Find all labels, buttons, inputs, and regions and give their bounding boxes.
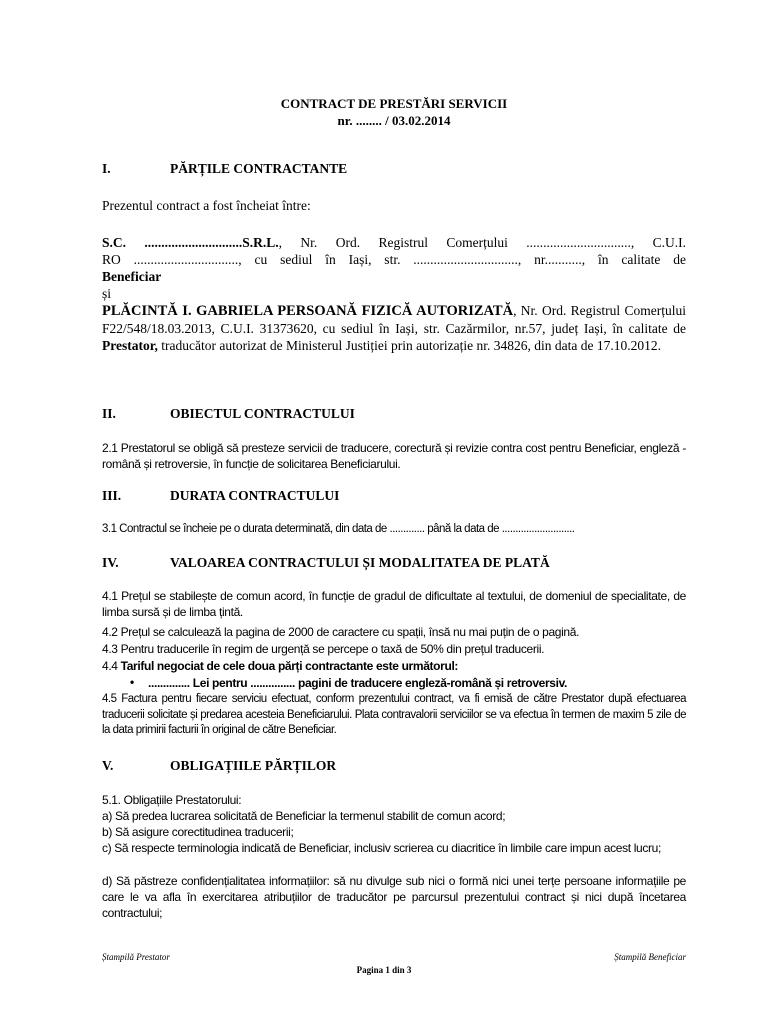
parties-intro: Prezentul contract a fost încheiat între: bbox=[102, 198, 311, 213]
conjunction-and: și bbox=[102, 286, 112, 301]
section-title: DURATA CONTRACTULUI bbox=[170, 488, 340, 503]
section-number: II. bbox=[102, 406, 116, 421]
beneficiar-company: S.C. .............................S.R.L. bbox=[102, 235, 279, 250]
section-title: VALOAREA CONTRACTULUI ȘI MODALITATEA DE PLATĂ bbox=[170, 555, 550, 570]
obligation-c: c) Să respecte terminologia indicată de Beneficiar, inclusiv scrierea cu diacritice în limbile care impun acest lucru; bbox=[102, 841, 661, 855]
section-3-heading bbox=[102, 488, 686, 504]
contract-title: CONTRACT DE PRESTĂRI SERVICII bbox=[280, 96, 508, 111]
clause-4-3: 4.3 Pentru traducerile în regim de urgență se percepe o taxă de 50% din prețul traducerii. bbox=[102, 642, 545, 656]
section-title: OBIECTUL CONTRACTULUI bbox=[170, 406, 355, 421]
prestator-paragraph bbox=[102, 302, 686, 354]
beneficiar-line-1 bbox=[102, 234, 686, 251]
section-1-heading bbox=[102, 161, 686, 177]
prestator-name: PLĂCINTĂ I. GABRIELA PERSOANĂ FIZICĂ AUTORIZATĂ bbox=[102, 303, 514, 319]
section-number: III. bbox=[102, 488, 122, 503]
section-5-heading bbox=[102, 758, 686, 774]
clause-4-1: 4.1 Prețul se stabilește de comun acord, în funcție de gradul de dificultate al textului, de domeniul de specialitate, de limba sursă și de limba țintă. bbox=[102, 589, 686, 619]
bullet-marker: • bbox=[130, 675, 135, 689]
tariff-bullet-item: .............. Lei pentru ............... pagini de traducere engleză-română și retroversiv. bbox=[148, 676, 568, 690]
section-title: OBLIGAȚIILE PĂRȚILOR bbox=[170, 758, 337, 773]
section-number: V. bbox=[102, 758, 114, 773]
section-number: I. bbox=[102, 161, 111, 176]
clause-3-1: 3.1 Contractul se încheie pe o durata determinată, din data de ............. până la data de ........................... bbox=[102, 523, 575, 535]
clause-4-2: 4.2 Prețul se calculează la pagina de 2000 de caractere cu spații, însă nu mai puțin de o pagină. bbox=[102, 625, 580, 639]
section-number: IV. bbox=[102, 555, 119, 570]
prestator-role: Prestator, bbox=[102, 338, 158, 353]
prestator-details: , Nr. Ord. Registrul Comerțului F22/548/18.03.2013, C.U.I. 31373620, cu sediul în Iași, str. Cazărmilor, nr.57, județ Iași, în calitate de bbox=[102, 303, 686, 336]
section-4-heading bbox=[102, 555, 686, 571]
obligation-d: d) Să păstreze confidențialitatea informațiilor: să nu divulge sub nici o formă nici unei terțe persoane informațiile pe care le va afla în exercitarea atribuțiilor de traducător pe parcursul prezentului contract și nici după încetarea contractului; bbox=[102, 874, 686, 920]
beneficiar-registry: , Nr. Ord. Registrul Comerțului ..............................., C.U.I. bbox=[278, 235, 686, 250]
obligation-a: a) Să predea lucrarea solicitată de Beneficiar la termenul stabilit de comun acord; bbox=[102, 809, 506, 823]
clause-5-1: 5.1. Obligațiile Prestatorului: bbox=[102, 793, 242, 807]
prestator-authorization: traducător autorizat de Ministerul Justiției prin autorizație nr. 34826, din data de 17.10.2012. bbox=[157, 338, 661, 353]
page-number: Pagina 1 din 3 bbox=[356, 965, 412, 975]
beneficiar-line-2: RO ..............................., cu sediul în Iași, str. ..............................., nr..........., în calitate de bbox=[102, 252, 686, 267]
clause-4-5: 4.5 Factura pentru fiecare serviciu efectuat, conform prezentului contract, va fi emisă de către Prestator după efectuarea traducerii solicitate și predarea acesteia Beneficiarului. Plata contravalorii serviciilor se va efectua în termen de maxim 5 zile de la data primirii facturii în original de către Beneficiar. bbox=[102, 693, 686, 736]
contract-number: nr. ........ / 03.02.2014 bbox=[337, 113, 451, 128]
beneficiar-role: Beneficiar bbox=[102, 269, 162, 284]
clause-number: 4.4 bbox=[102, 659, 121, 673]
obligation-b: b) Să asigure corectitudinea traducerii; bbox=[102, 825, 294, 839]
footer-prestator-stamp: Ștampilă Prestator bbox=[102, 952, 170, 962]
footer-beneficiar-stamp: Ștampilă Beneficiar bbox=[614, 952, 686, 962]
section-2-heading bbox=[102, 406, 686, 422]
clause-2-1: 2.1 Prestatorul se obligă să presteze servicii de traducere, corectură și revizie contra cost pentru Beneficiar, engleză - română și retroversie, în funcție de solicitarea Beneficiarului. bbox=[102, 441, 686, 471]
tariff-heading: Tariful negociat de cele doua părți contractante este următorul: bbox=[120, 659, 459, 673]
section-title: PĂRȚILE CONTRACTANTE bbox=[170, 161, 348, 176]
clause-4-4 bbox=[102, 658, 686, 674]
